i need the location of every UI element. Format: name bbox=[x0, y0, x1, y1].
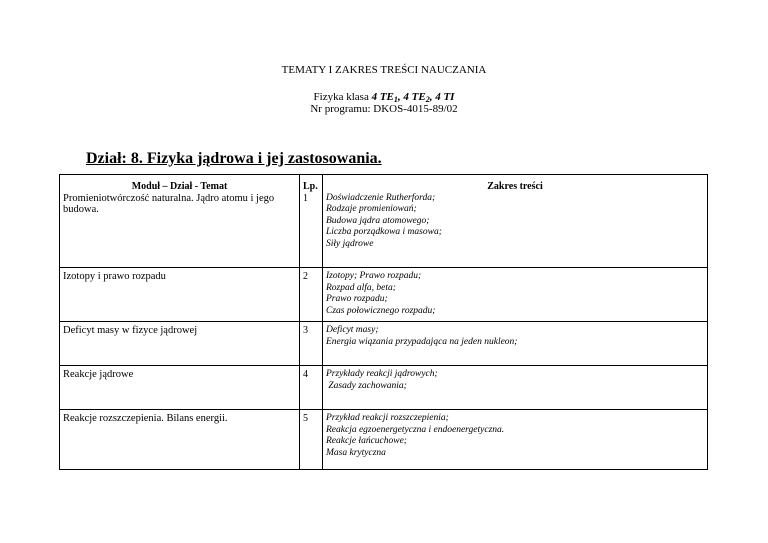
content-line: Czas połowicznego rozpadu; bbox=[326, 305, 436, 316]
row-contents bbox=[323, 268, 708, 322]
subject-line: Fizyka klasa 4 $TE_1$, 4 $TE_2$, 4 TI bbox=[313, 91, 455, 104]
document-title: TEMATY I ZAKRES TREŚCI NAUCZANIA bbox=[281, 64, 487, 76]
row-number: 1 bbox=[300, 193, 323, 268]
content-line: Energia wiązania przypadająca na jeden nukleon; bbox=[326, 336, 518, 347]
content-line: Przykład reakcji rozszczepienia; bbox=[326, 413, 449, 423]
content-line: Masa krytyczna bbox=[326, 447, 386, 458]
content-line: Izotopy; Prawo rozpadu; bbox=[326, 271, 422, 281]
subject-prefix: Fizyka klasa bbox=[313, 91, 372, 103]
table-row bbox=[60, 322, 708, 366]
content-line: Reakcje łańcuchowe; bbox=[326, 436, 407, 446]
row-contents bbox=[323, 366, 708, 410]
class-c: 4 TI bbox=[435, 91, 455, 103]
class-a: 4 $TE_1$ bbox=[371, 91, 398, 104]
row-topic: Reakcje jądrowe bbox=[60, 366, 300, 410]
section-heading: Dział: 8. Fizyka jądrowa i jej zastosowania. bbox=[86, 150, 382, 167]
row-topic: Promieniotwórczość naturalna. Jądro atomu i jego budowa. bbox=[60, 193, 300, 268]
row-contents bbox=[323, 193, 708, 268]
content-line: Prawo rozpadu; bbox=[326, 294, 388, 304]
content-line: Rodzaje promieniowań; bbox=[326, 204, 417, 214]
content-line: Rozpad alfa, beta; bbox=[326, 282, 396, 293]
content-line: Siły jądrowe bbox=[326, 238, 374, 249]
table-header-row bbox=[60, 175, 708, 193]
row-contents bbox=[323, 322, 708, 366]
table-row bbox=[60, 193, 708, 268]
row-number: 4 bbox=[300, 366, 323, 410]
table-row bbox=[60, 268, 708, 322]
program-number: Nr programu: DKOS-4015-89/02 bbox=[310, 103, 458, 115]
row-number: 3 bbox=[300, 322, 323, 366]
content-line: Zasady zachowania; bbox=[326, 380, 407, 391]
content-line: Przykłady reakcji jądrowych; bbox=[326, 369, 438, 379]
class-b: 4 $TE_2$ bbox=[403, 91, 430, 104]
content-line: Reakcja egzoenergetyczna i endoenergetyczna. bbox=[326, 424, 505, 435]
row-topic: Reakcje rozszczepienia. Bilans energii. bbox=[60, 410, 300, 470]
table-row bbox=[60, 410, 708, 470]
content-line: Deficyt masy; bbox=[326, 325, 379, 335]
curriculum-table bbox=[59, 174, 708, 470]
content-line: Liczba porządkowa i masowa; bbox=[326, 227, 442, 237]
header-topic: Moduł – Dział - Temat bbox=[60, 175, 300, 193]
row-contents bbox=[323, 410, 708, 470]
header-lp: Lp. bbox=[300, 175, 323, 193]
content-line: Budowa jądra atomowego; bbox=[326, 215, 430, 226]
row-topic: Deficyt masy w fizyce jądrowej bbox=[60, 322, 300, 366]
header-contents: Zakres treści bbox=[323, 175, 708, 193]
content-line: Doświadczenie Rutherforda; bbox=[326, 192, 436, 203]
table-row bbox=[60, 366, 708, 410]
row-topic: Izotopy i prawo rozpadu bbox=[60, 268, 300, 322]
row-number: 5 bbox=[300, 410, 323, 470]
row-number: 2 bbox=[300, 268, 323, 322]
